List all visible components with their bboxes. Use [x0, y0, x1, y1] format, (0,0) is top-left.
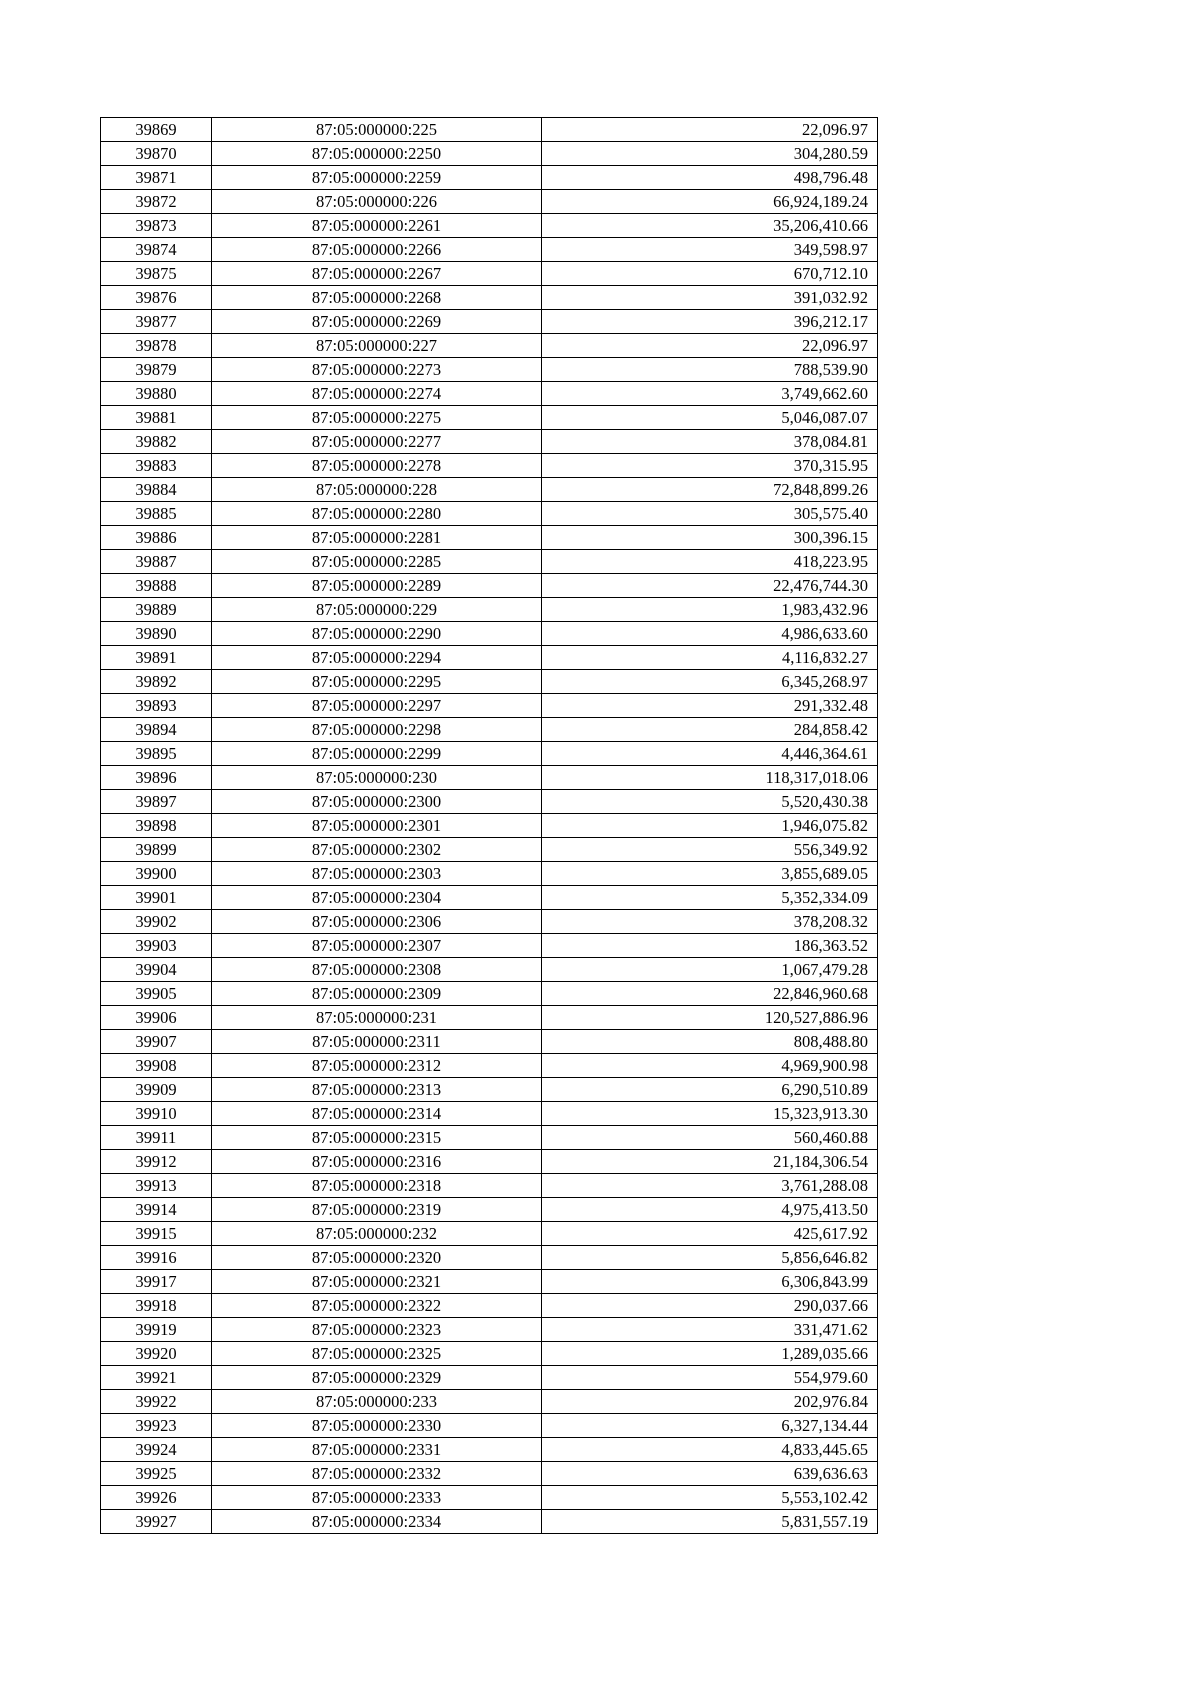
amount-cell: 22,096.97	[542, 334, 878, 358]
row-number-cell: 39913	[101, 1174, 212, 1198]
amount-cell: 5,831,557.19	[542, 1510, 878, 1534]
table-row	[101, 1054, 878, 1078]
row-number-cell: 39889	[101, 598, 212, 622]
amount-cell: 4,833,445.65	[542, 1438, 878, 1462]
cadastral-number-cell: 87:05:000000:2318	[212, 1174, 542, 1198]
row-number-cell: 39898	[101, 814, 212, 838]
table-row	[101, 1078, 878, 1102]
cadastral-number-cell: 87:05:000000:2269	[212, 310, 542, 334]
row-number-cell: 39877	[101, 310, 212, 334]
row-number-cell: 39908	[101, 1054, 212, 1078]
cadastral-number-cell: 87:05:000000:2319	[212, 1198, 542, 1222]
cadastral-number-cell: 87:05:000000:2316	[212, 1150, 542, 1174]
cadastral-number-cell: 87:05:000000:2295	[212, 670, 542, 694]
amount-cell: 5,520,430.38	[542, 790, 878, 814]
amount-cell: 22,846,960.68	[542, 982, 878, 1006]
cadastral-number-cell: 87:05:000000:229	[212, 598, 542, 622]
table-row	[101, 742, 878, 766]
row-number-cell: 39909	[101, 1078, 212, 1102]
row-number-cell: 39896	[101, 766, 212, 790]
amount-cell: 4,986,633.60	[542, 622, 878, 646]
row-number-cell: 39880	[101, 382, 212, 406]
amount-cell: 291,332.48	[542, 694, 878, 718]
cadastral-number-cell: 87:05:000000:2315	[212, 1126, 542, 1150]
amount-cell: 300,396.15	[542, 526, 878, 550]
cadastral-number-cell: 87:05:000000:2250	[212, 142, 542, 166]
amount-cell: 305,575.40	[542, 502, 878, 526]
row-number-cell: 39920	[101, 1342, 212, 1366]
amount-cell: 331,471.62	[542, 1318, 878, 1342]
row-number-cell: 39914	[101, 1198, 212, 1222]
row-number-cell: 39872	[101, 190, 212, 214]
amount-cell: 4,975,413.50	[542, 1198, 878, 1222]
cadastral-number-cell: 87:05:000000:2278	[212, 454, 542, 478]
row-number-cell: 39882	[101, 430, 212, 454]
table-row	[101, 1126, 878, 1150]
cadastral-number-cell: 87:05:000000:2301	[212, 814, 542, 838]
amount-cell: 5,352,334.09	[542, 886, 878, 910]
amount-cell: 120,527,886.96	[542, 1006, 878, 1030]
table-row	[101, 1318, 878, 1342]
table-row	[101, 454, 878, 478]
amount-cell: 4,116,832.27	[542, 646, 878, 670]
amount-cell: 349,598.97	[542, 238, 878, 262]
cadastral-number-cell: 87:05:000000:2302	[212, 838, 542, 862]
cadastral-number-cell: 87:05:000000:2274	[212, 382, 542, 406]
cadastral-number-cell: 87:05:000000:2273	[212, 358, 542, 382]
amount-cell: 639,636.63	[542, 1462, 878, 1486]
table-row	[101, 1198, 878, 1222]
row-number-cell: 39875	[101, 262, 212, 286]
row-number-cell: 39925	[101, 1462, 212, 1486]
amount-cell: 15,323,913.30	[542, 1102, 878, 1126]
row-number-cell: 39891	[101, 646, 212, 670]
table-row	[101, 358, 878, 382]
table-row	[101, 1222, 878, 1246]
amount-cell: 1,946,075.82	[542, 814, 878, 838]
amount-cell: 5,046,087.07	[542, 406, 878, 430]
cadastral-number-cell: 87:05:000000:231	[212, 1006, 542, 1030]
row-number-cell: 39923	[101, 1414, 212, 1438]
row-number-cell: 39912	[101, 1150, 212, 1174]
amount-cell: 425,617.92	[542, 1222, 878, 1246]
amount-cell: 21,184,306.54	[542, 1150, 878, 1174]
row-number-cell: 39916	[101, 1246, 212, 1270]
cadastral-number-cell: 87:05:000000:2267	[212, 262, 542, 286]
row-number-cell: 39883	[101, 454, 212, 478]
row-number-cell: 39886	[101, 526, 212, 550]
table-row	[101, 190, 878, 214]
amount-cell: 1,983,432.96	[542, 598, 878, 622]
cadastral-number-cell: 87:05:000000:2320	[212, 1246, 542, 1270]
amount-cell: 290,037.66	[542, 1294, 878, 1318]
row-number-cell: 39881	[101, 406, 212, 430]
row-number-cell: 39890	[101, 622, 212, 646]
table-row	[101, 694, 878, 718]
row-number-cell: 39878	[101, 334, 212, 358]
table-row	[101, 286, 878, 310]
row-number-cell: 39919	[101, 1318, 212, 1342]
table-row	[101, 814, 878, 838]
cadastral-number-cell: 87:05:000000:228	[212, 478, 542, 502]
amount-cell: 304,280.59	[542, 142, 878, 166]
cadastral-number-cell: 87:05:000000:2311	[212, 1030, 542, 1054]
amount-cell: 378,084.81	[542, 430, 878, 454]
amount-cell: 396,212.17	[542, 310, 878, 334]
table-row	[101, 982, 878, 1006]
amount-cell: 670,712.10	[542, 262, 878, 286]
amount-cell: 556,349.92	[542, 838, 878, 862]
table-row	[101, 478, 878, 502]
cadastral-number-cell: 87:05:000000:2322	[212, 1294, 542, 1318]
table-row	[101, 382, 878, 406]
row-number-cell: 39904	[101, 958, 212, 982]
amount-cell: 5,553,102.42	[542, 1486, 878, 1510]
row-number-cell: 39873	[101, 214, 212, 238]
cadastral-number-cell: 87:05:000000:2306	[212, 910, 542, 934]
row-number-cell: 39926	[101, 1486, 212, 1510]
cadastral-number-cell: 87:05:000000:2329	[212, 1366, 542, 1390]
table-row	[101, 1030, 878, 1054]
table-row	[101, 790, 878, 814]
cadastral-number-cell: 87:05:000000:2325	[212, 1342, 542, 1366]
table-body	[101, 118, 878, 1534]
row-number-cell: 39879	[101, 358, 212, 382]
row-number-cell: 39876	[101, 286, 212, 310]
table-row	[101, 1510, 878, 1534]
table-row	[101, 1006, 878, 1030]
cadastral-number-cell: 87:05:000000:2266	[212, 238, 542, 262]
table-row	[101, 622, 878, 646]
row-number-cell: 39885	[101, 502, 212, 526]
cadastral-number-cell: 87:05:000000:2309	[212, 982, 542, 1006]
cadastral-number-cell: 87:05:000000:2331	[212, 1438, 542, 1462]
cadastral-number-cell: 87:05:000000:2285	[212, 550, 542, 574]
cadastral-number-cell: 87:05:000000:232	[212, 1222, 542, 1246]
cadastral-number-cell: 87:05:000000:2275	[212, 406, 542, 430]
amount-cell: 5,856,646.82	[542, 1246, 878, 1270]
cadastral-value-table	[100, 117, 878, 1534]
amount-cell: 378,208.32	[542, 910, 878, 934]
row-number-cell: 39887	[101, 550, 212, 574]
amount-cell: 391,032.92	[542, 286, 878, 310]
cadastral-number-cell: 87:05:000000:2333	[212, 1486, 542, 1510]
cadastral-number-cell: 87:05:000000:2300	[212, 790, 542, 814]
table-row	[101, 646, 878, 670]
table-row	[101, 1342, 878, 1366]
row-number-cell: 39922	[101, 1390, 212, 1414]
amount-cell: 370,315.95	[542, 454, 878, 478]
cadastral-number-cell: 87:05:000000:2297	[212, 694, 542, 718]
table-row	[101, 262, 878, 286]
cadastral-number-cell: 87:05:000000:2298	[212, 718, 542, 742]
cadastral-number-cell: 87:05:000000:2259	[212, 166, 542, 190]
table-row	[101, 670, 878, 694]
row-number-cell: 39921	[101, 1366, 212, 1390]
row-number-cell: 39884	[101, 478, 212, 502]
row-number-cell: 39915	[101, 1222, 212, 1246]
row-number-cell: 39895	[101, 742, 212, 766]
table-row	[101, 526, 878, 550]
table-row	[101, 310, 878, 334]
table-row	[101, 886, 878, 910]
row-number-cell: 39900	[101, 862, 212, 886]
amount-cell: 3,855,689.05	[542, 862, 878, 886]
table-row	[101, 1390, 878, 1414]
amount-cell: 22,476,744.30	[542, 574, 878, 598]
row-number-cell: 39902	[101, 910, 212, 934]
cadastral-number-cell: 87:05:000000:2330	[212, 1414, 542, 1438]
table-row	[101, 1486, 878, 1510]
table-row	[101, 718, 878, 742]
cadastral-number-cell: 87:05:000000:2261	[212, 214, 542, 238]
row-number-cell: 39874	[101, 238, 212, 262]
cadastral-number-cell: 87:05:000000:2313	[212, 1078, 542, 1102]
table-row	[101, 1174, 878, 1198]
amount-cell: 186,363.52	[542, 934, 878, 958]
amount-cell: 6,290,510.89	[542, 1078, 878, 1102]
row-number-cell: 39927	[101, 1510, 212, 1534]
table-row	[101, 862, 878, 886]
cadastral-number-cell: 87:05:000000:2334	[212, 1510, 542, 1534]
row-number-cell: 39911	[101, 1126, 212, 1150]
cadastral-number-cell: 87:05:000000:2290	[212, 622, 542, 646]
cadastral-number-cell: 87:05:000000:2268	[212, 286, 542, 310]
cadastral-number-cell: 87:05:000000:2299	[212, 742, 542, 766]
cadastral-number-cell: 87:05:000000:2294	[212, 646, 542, 670]
row-number-cell: 39924	[101, 1438, 212, 1462]
cadastral-number-cell: 87:05:000000:2321	[212, 1270, 542, 1294]
row-number-cell: 39903	[101, 934, 212, 958]
row-number-cell: 39918	[101, 1294, 212, 1318]
amount-cell: 72,848,899.26	[542, 478, 878, 502]
table-row	[101, 430, 878, 454]
amount-cell: 202,976.84	[542, 1390, 878, 1414]
row-number-cell: 39899	[101, 838, 212, 862]
row-number-cell: 39871	[101, 166, 212, 190]
table-row	[101, 1150, 878, 1174]
table-row	[101, 574, 878, 598]
table-row	[101, 958, 878, 982]
cadastral-number-cell: 87:05:000000:2280	[212, 502, 542, 526]
table-row	[101, 406, 878, 430]
cadastral-number-cell: 87:05:000000:2312	[212, 1054, 542, 1078]
table-row	[101, 238, 878, 262]
row-number-cell: 39901	[101, 886, 212, 910]
table-row	[101, 1462, 878, 1486]
row-number-cell: 39906	[101, 1006, 212, 1030]
amount-cell: 6,327,134.44	[542, 1414, 878, 1438]
cadastral-number-cell: 87:05:000000:2307	[212, 934, 542, 958]
table-row	[101, 550, 878, 574]
cadastral-number-cell: 87:05:000000:2303	[212, 862, 542, 886]
table-row	[101, 214, 878, 238]
cadastral-number-cell: 87:05:000000:2289	[212, 574, 542, 598]
table-row	[101, 502, 878, 526]
row-number-cell: 39907	[101, 1030, 212, 1054]
amount-cell: 1,067,479.28	[542, 958, 878, 982]
row-number-cell: 39905	[101, 982, 212, 1006]
row-number-cell: 39892	[101, 670, 212, 694]
table-row	[101, 334, 878, 358]
cadastral-number-cell: 87:05:000000:2332	[212, 1462, 542, 1486]
amount-cell: 4,446,364.61	[542, 742, 878, 766]
table-row	[101, 1414, 878, 1438]
amount-cell: 418,223.95	[542, 550, 878, 574]
table-row	[101, 142, 878, 166]
amount-cell: 3,749,662.60	[542, 382, 878, 406]
amount-cell: 6,345,268.97	[542, 670, 878, 694]
amount-cell: 284,858.42	[542, 718, 878, 742]
amount-cell: 66,924,189.24	[542, 190, 878, 214]
cadastral-number-cell: 87:05:000000:2281	[212, 526, 542, 550]
cadastral-number-cell: 87:05:000000:233	[212, 1390, 542, 1414]
amount-cell: 6,306,843.99	[542, 1270, 878, 1294]
amount-cell: 4,969,900.98	[542, 1054, 878, 1078]
table-row	[101, 838, 878, 862]
cadastral-number-cell: 87:05:000000:2308	[212, 958, 542, 982]
cadastral-number-cell: 87:05:000000:2277	[212, 430, 542, 454]
cadastral-number-cell: 87:05:000000:226	[212, 190, 542, 214]
cadastral-number-cell: 87:05:000000:2323	[212, 1318, 542, 1342]
cadastral-number-cell: 87:05:000000:2314	[212, 1102, 542, 1126]
table-row	[101, 1246, 878, 1270]
amount-cell: 554,979.60	[542, 1366, 878, 1390]
row-number-cell: 39894	[101, 718, 212, 742]
row-number-cell: 39910	[101, 1102, 212, 1126]
table-row	[101, 1102, 878, 1126]
row-number-cell: 39869	[101, 118, 212, 142]
cadastral-number-cell: 87:05:000000:2304	[212, 886, 542, 910]
table-row	[101, 934, 878, 958]
table-row	[101, 118, 878, 142]
amount-cell: 118,317,018.06	[542, 766, 878, 790]
table-row	[101, 598, 878, 622]
table-row	[101, 166, 878, 190]
table-row	[101, 1270, 878, 1294]
amount-cell: 808,488.80	[542, 1030, 878, 1054]
amount-cell: 22,096.97	[542, 118, 878, 142]
table-row	[101, 766, 878, 790]
amount-cell: 1,289,035.66	[542, 1342, 878, 1366]
amount-cell: 35,206,410.66	[542, 214, 878, 238]
table-row	[101, 1366, 878, 1390]
cadastral-number-cell: 87:05:000000:227	[212, 334, 542, 358]
table-row	[101, 1294, 878, 1318]
row-number-cell: 39888	[101, 574, 212, 598]
cadastral-number-cell: 87:05:000000:225	[212, 118, 542, 142]
amount-cell: 788,539.90	[542, 358, 878, 382]
amount-cell: 498,796.48	[542, 166, 878, 190]
table-row	[101, 910, 878, 934]
table-row	[101, 1438, 878, 1462]
row-number-cell: 39897	[101, 790, 212, 814]
cadastral-number-cell: 87:05:000000:230	[212, 766, 542, 790]
amount-cell: 560,460.88	[542, 1126, 878, 1150]
row-number-cell: 39917	[101, 1270, 212, 1294]
row-number-cell: 39893	[101, 694, 212, 718]
amount-cell: 3,761,288.08	[542, 1174, 878, 1198]
row-number-cell: 39870	[101, 142, 212, 166]
